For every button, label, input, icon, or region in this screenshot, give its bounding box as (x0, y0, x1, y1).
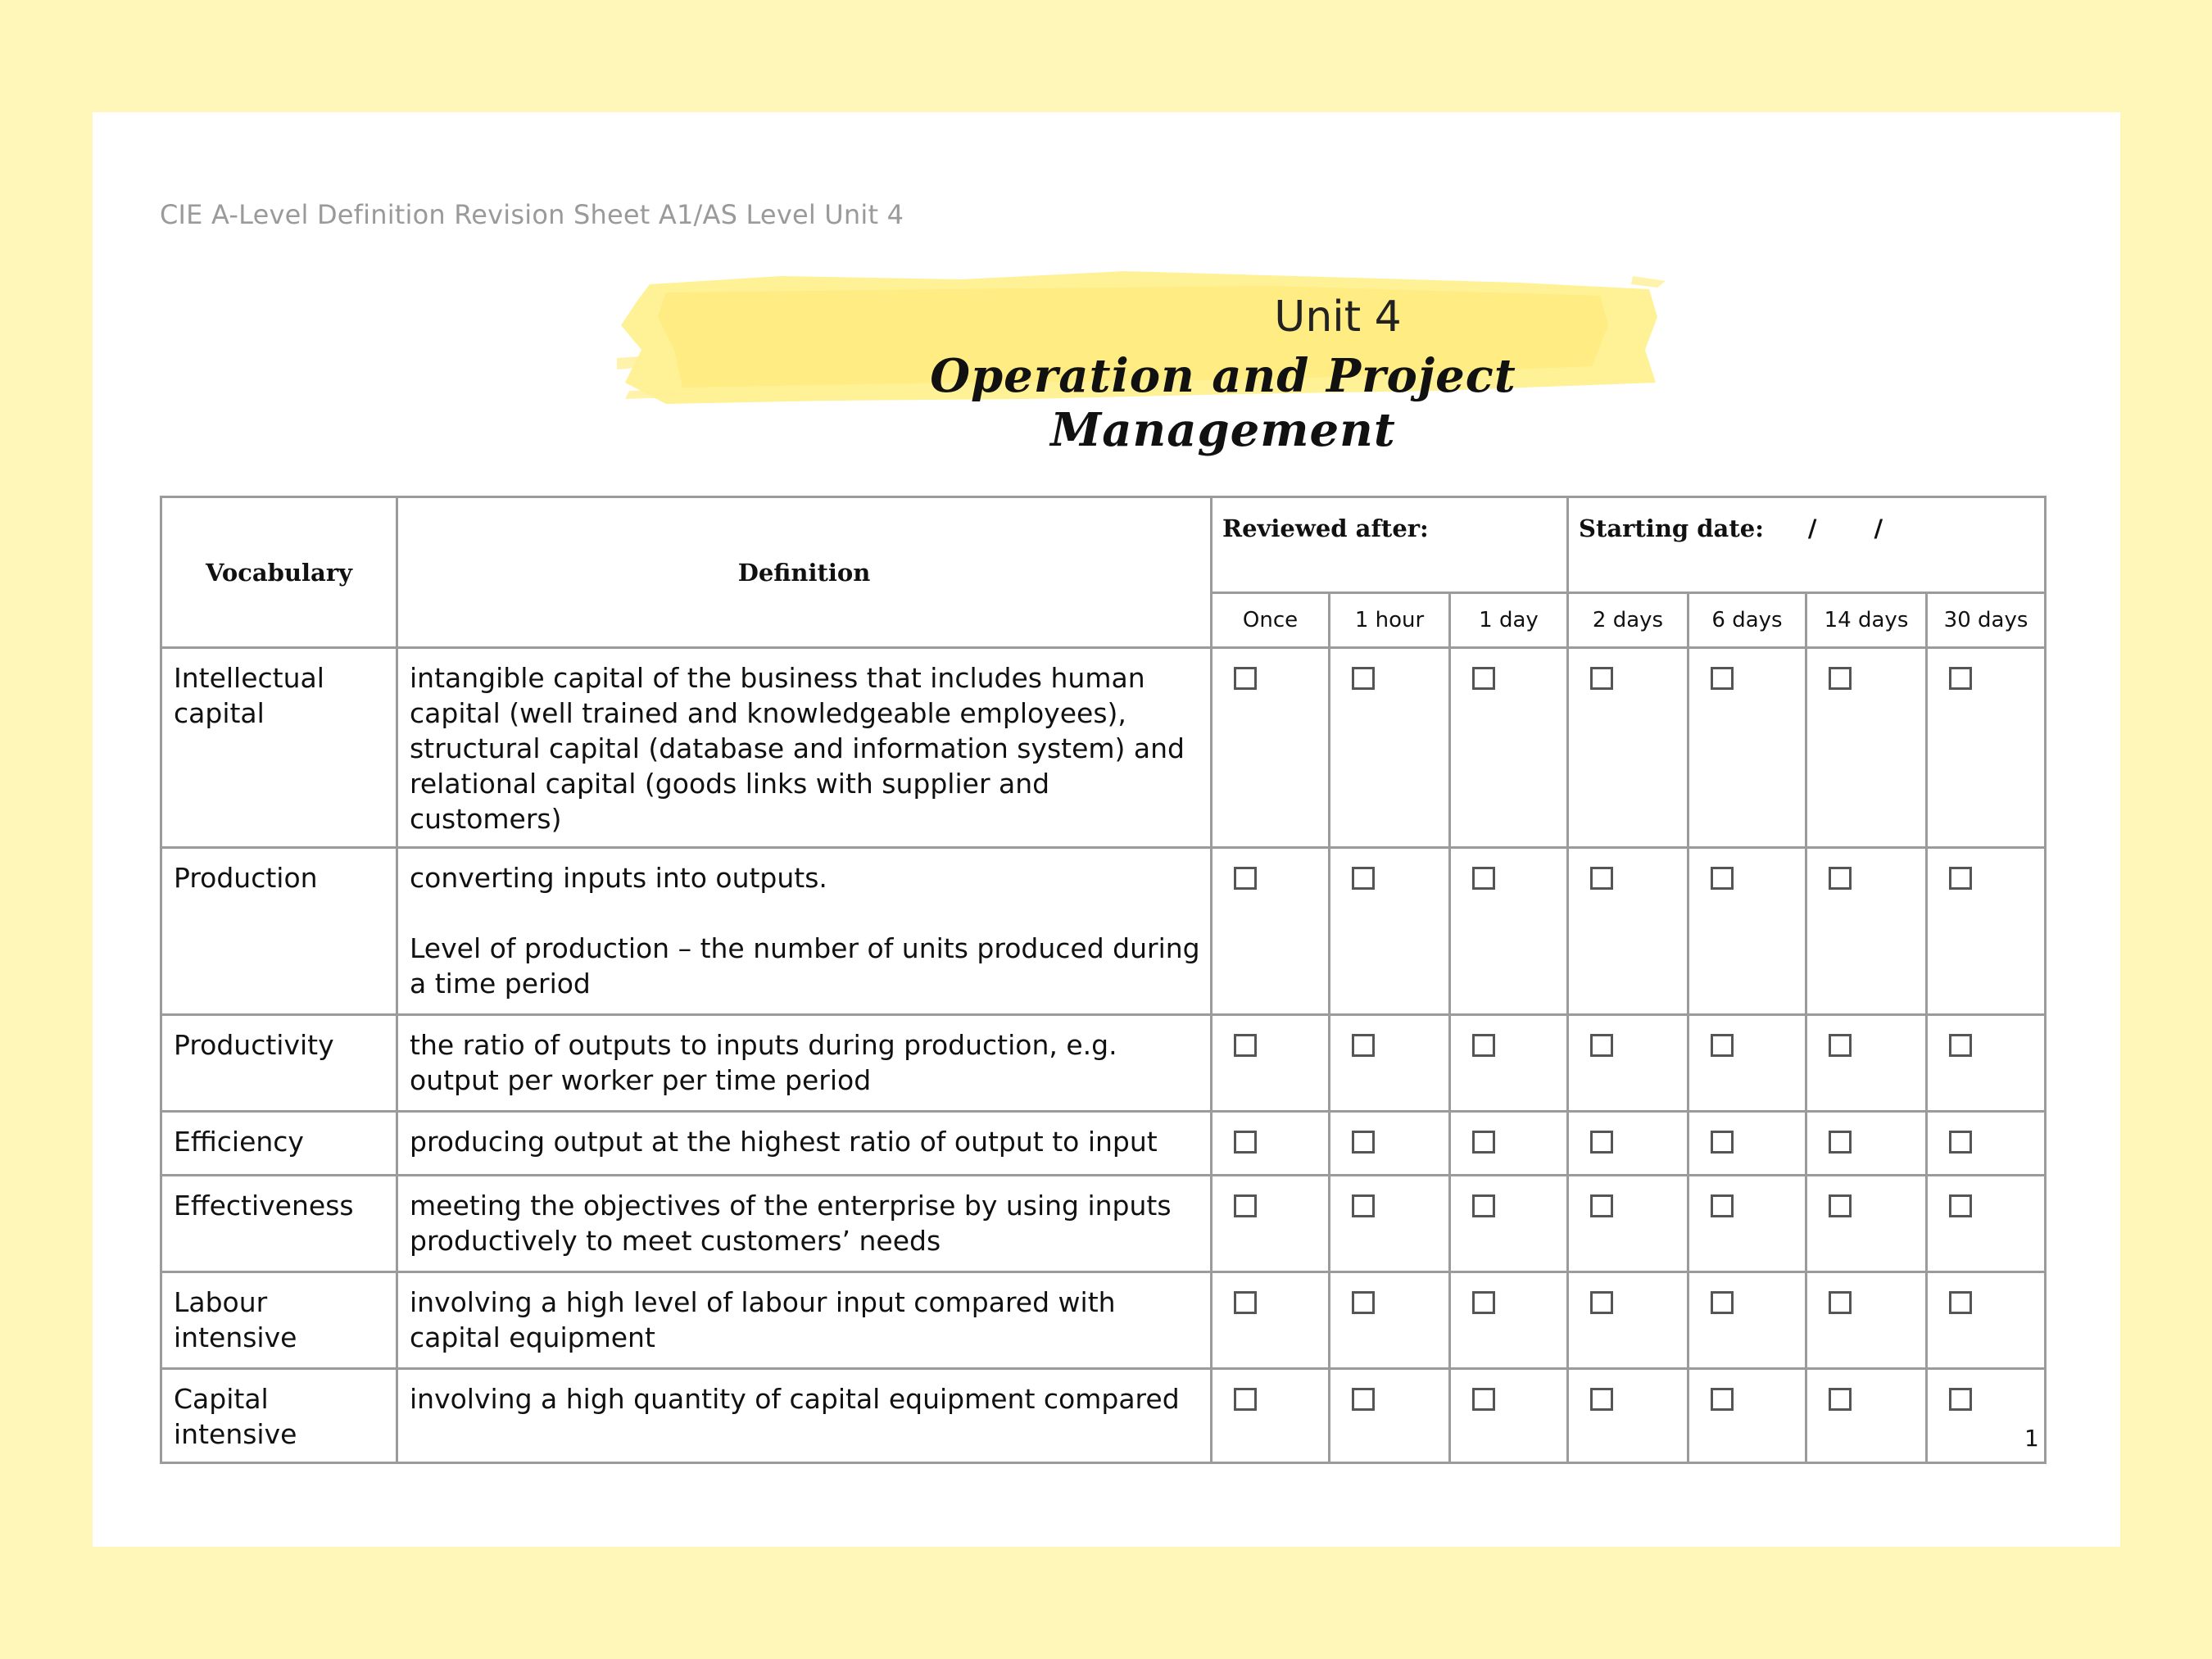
review-checkbox[interactable] (1949, 1388, 1972, 1411)
review-checkbox[interactable] (1352, 1291, 1375, 1314)
revision-table (160, 496, 2047, 1464)
review-checkbox[interactable] (1234, 1131, 1257, 1154)
vocab-term: Capital intensive (161, 1369, 397, 1463)
starting-date-header (1568, 497, 2046, 593)
review-checkbox[interactable] (1711, 1131, 1734, 1154)
review-checkbox[interactable] (1949, 1131, 1972, 1154)
vocab-definition: involving a high quantity of capital equipment compared (397, 1369, 1212, 1463)
review-checkbox[interactable] (1472, 1034, 1495, 1057)
vocab-term: Labour intensive (161, 1272, 397, 1369)
vocab-term: Production (161, 848, 397, 1015)
review-checkbox[interactable] (1829, 1291, 1852, 1314)
vocab-term: Intellectual capital (161, 648, 397, 848)
vocab-definition: intangible capital of the business that includes human capital (well trained and knowledgeable employees), structural capital (database and information system) and relational capital (goods links with supplier and customers) (397, 648, 1212, 848)
review-checkbox[interactable] (1234, 1034, 1257, 1057)
interval-once: Once (1212, 593, 1330, 648)
vocab-term: Productivity (161, 1015, 397, 1112)
worksheet-page (93, 112, 2120, 1547)
review-checkbox[interactable] (1829, 1131, 1852, 1154)
review-checkbox[interactable] (1949, 667, 1972, 690)
vocab-term: Effectiveness (161, 1176, 397, 1272)
review-checkbox[interactable] (1234, 1194, 1257, 1217)
starting-date-label: Starting date: (1579, 514, 1764, 542)
definition-line-2: Level of production – the number of units produced during a time period (410, 932, 1200, 999)
review-checkbox[interactable] (1711, 667, 1734, 690)
vocab-definition (397, 848, 1212, 1015)
review-checkbox[interactable] (1711, 1194, 1734, 1217)
date-separator: / (1807, 514, 1817, 542)
review-checkbox[interactable] (1829, 1034, 1852, 1057)
table-row (161, 1015, 2046, 1112)
vocab-definition: meeting the objectives of the enterprise by using inputs productively to meet customers’ needs (397, 1176, 1212, 1272)
review-checkbox[interactable] (1472, 667, 1495, 690)
review-checkbox[interactable] (1472, 1388, 1495, 1411)
review-checkbox[interactable] (1590, 1131, 1613, 1154)
review-checkbox[interactable] (1711, 1291, 1734, 1314)
review-checkbox[interactable] (1590, 1194, 1613, 1217)
review-checkbox[interactable] (1234, 1291, 1257, 1314)
unit-label: Unit 4 (1274, 292, 1402, 342)
review-checkbox[interactable] (1590, 1034, 1613, 1057)
vocabulary-header: Vocabulary (161, 497, 397, 648)
vocab-term: Efficiency (161, 1112, 397, 1176)
review-checkbox[interactable] (1949, 1034, 1972, 1057)
table-row (161, 648, 2046, 848)
review-checkbox[interactable] (1352, 867, 1375, 890)
table-row (161, 1112, 2046, 1176)
definition-header: Definition (397, 497, 1212, 648)
page-number: 1 (2024, 1425, 2039, 1452)
vocab-definition: involving a high level of labour input compared with capital equipment (397, 1272, 1212, 1369)
review-checkbox[interactable] (1472, 1131, 1495, 1154)
review-checkbox[interactable] (1590, 1388, 1613, 1411)
review-checkbox[interactable] (1590, 667, 1613, 690)
table-row (161, 1272, 2046, 1369)
review-checkbox[interactable] (1472, 1194, 1495, 1217)
review-checkbox[interactable] (1472, 1291, 1495, 1314)
interval-14-days: 14 days (1806, 593, 1927, 648)
reviewed-after-label: Reviewed after: (1222, 514, 1429, 542)
definition-line-1: converting inputs into outputs. (410, 862, 827, 894)
vocab-definition: the ratio of outputs to inputs during production, e.g. output per worker per time period (397, 1015, 1212, 1112)
page-title: Operation and Project Management (930, 349, 1516, 457)
date-separator: / (1874, 514, 1883, 542)
review-checkbox[interactable] (1352, 1388, 1375, 1411)
review-checkbox[interactable] (1711, 1034, 1734, 1057)
review-checkbox[interactable] (1590, 1291, 1613, 1314)
review-checkbox[interactable] (1234, 867, 1257, 890)
reviewed-after-header (1212, 497, 1568, 593)
review-checkbox[interactable] (1829, 867, 1852, 890)
review-checkbox[interactable] (1829, 1194, 1852, 1217)
review-checkbox[interactable] (1352, 1194, 1375, 1217)
review-checkbox[interactable] (1590, 867, 1613, 890)
review-checkbox[interactable] (1949, 867, 1972, 890)
review-checkbox[interactable] (1949, 1194, 1972, 1217)
review-checkbox[interactable] (1949, 1291, 1972, 1314)
interval-30-days: 30 days (1927, 593, 2046, 648)
interval-6-days: 6 days (1688, 593, 1806, 648)
review-checkbox[interactable] (1352, 667, 1375, 690)
review-checkbox[interactable] (1711, 1388, 1734, 1411)
review-checkbox[interactable] (1472, 867, 1495, 890)
interval-2-days: 2 days (1568, 593, 1688, 648)
vocab-definition: producing output at the highest ratio of output to input (397, 1112, 1212, 1176)
table-row (161, 1369, 2046, 1463)
table-row (161, 848, 2046, 1015)
header-note: CIE A-Level Definition Revision Sheet A1/AS Level Unit 4 (160, 199, 904, 230)
review-checkbox[interactable] (1234, 667, 1257, 690)
review-checkbox[interactable] (1711, 867, 1734, 890)
table-row (161, 1176, 2046, 1272)
review-checkbox[interactable] (1234, 1388, 1257, 1411)
interval-1-day: 1 day (1450, 593, 1568, 648)
review-checkbox[interactable] (1352, 1034, 1375, 1057)
review-checkbox[interactable] (1829, 667, 1852, 690)
review-checkbox[interactable] (1829, 1388, 1852, 1411)
review-checkbox[interactable] (1352, 1131, 1375, 1154)
interval-1-hour: 1 hour (1330, 593, 1450, 648)
